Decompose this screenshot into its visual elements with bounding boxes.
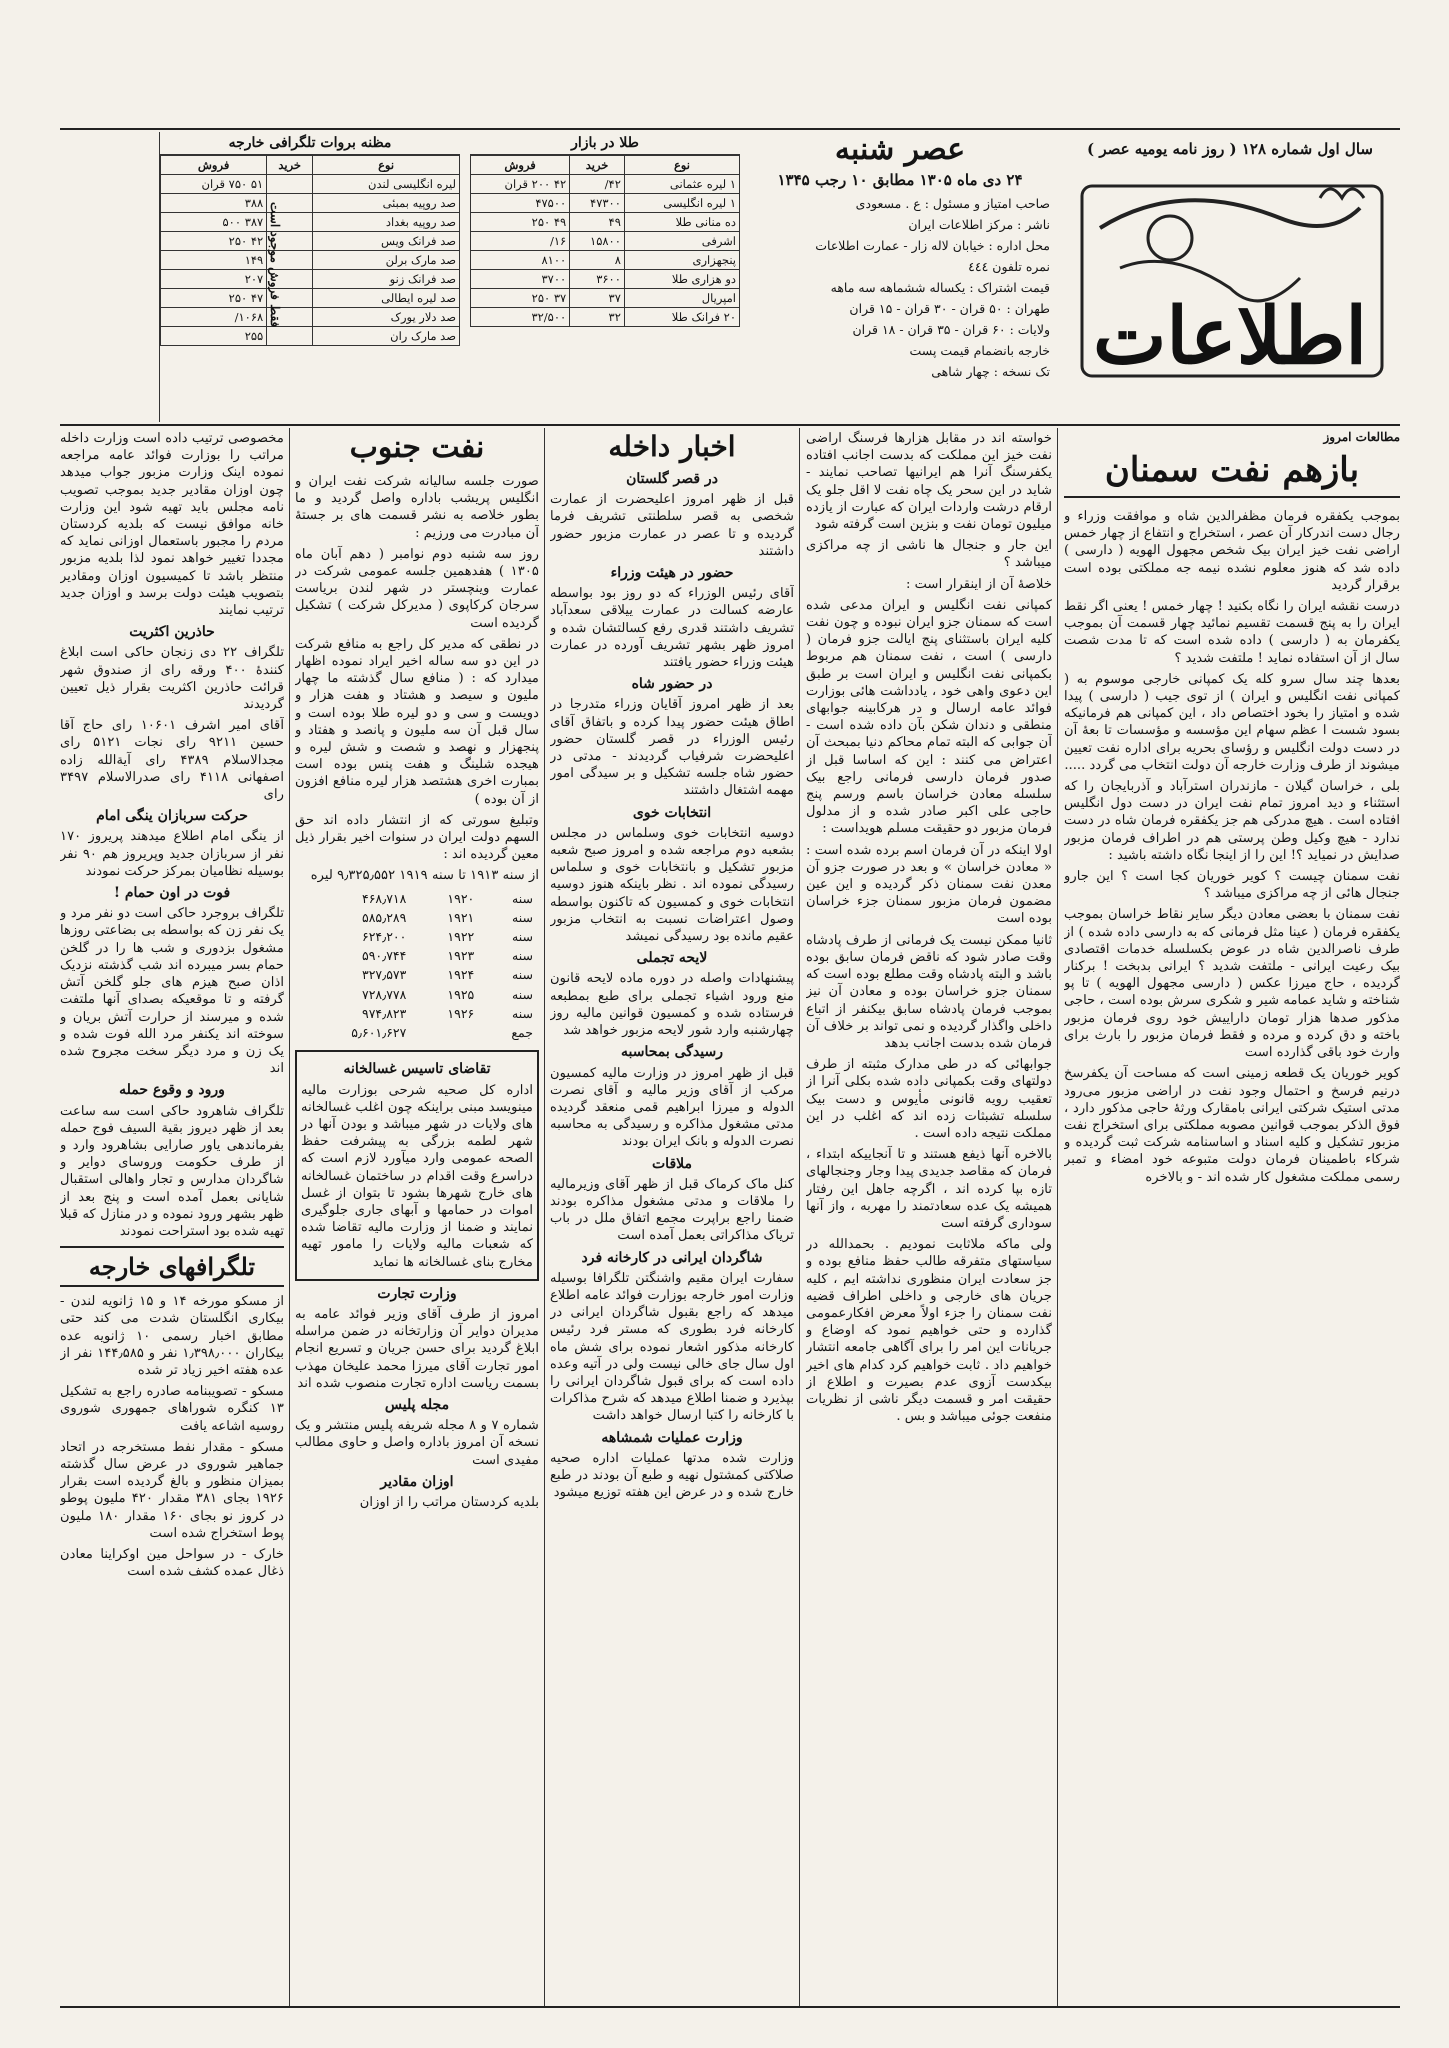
info-line: محل اداره : خیابان لاله زار - عمارت اطلاعات [815,238,1050,253]
article-headline: بازهم نفت سمنان [1064,450,1400,498]
table-cell: ۱۵۸۰۰ [570,232,625,251]
news-subheading: شاگردان ایرانی در کارخانه فرد [581,1249,763,1266]
year-row [295,985,539,1004]
logo-title: اطلاعات [1092,291,1368,382]
news-text: بعد از ظهر امروز آقایان وزراء متدرجا در اطاق هیئت حضور پیدا کرده و باتفاق آقای رئیس الوزراء در قصر گلستان حضور اعلیحضرت شرفیاب گردیدند - مدتی در حضور شاه جلسه تشکیل و بر سیدگی امور مهمه اشتغال داشتند [550,697,794,799]
year-cell: ۱۹۲۵ [447,986,475,1002]
fx-side-note: فقط فروش موجود است [268,202,282,328]
table-cell: ۱ لیره عثمانی [624,175,739,194]
paragraph: خلاصهٔ آن از اینقرار است : [905,576,1052,592]
year-cell: ۵٫۶۰۱٫۶۲۷ [351,1025,407,1041]
paragraph: در نطقی که مدیر کل راجع به منافع شرکت در این دو سه ساله اخیر ایراد نموده اظهار میدارد که : ( منافع سال گذشته ما چهار ملیون و سیصد و هشتاد و هفت هزار و دویست و سی و دو لیره طلا بوده است و سال قبل آن سه ملیون و پانصد و هفتاد و پنجهزار و نهصد و شصت و شش لیره و هیجده شلینگ و هفت پنس بوده است بمبارت اخری هشتصد هزار لیره منافع افزون از آن بوده ) [295,636,539,807]
table-cell: امپریال [624,289,739,308]
table-cell: ۳۷۰۰ [471,270,570,289]
column-southern-oil [295,430,539,2005]
column-rule [544,428,545,2008]
news-text: سفارت ایران مقیم واشنگتن تلگرافا بوسیله وزارت امور خارجه بوزارت فوائد عامه اطلاع میدهد که راجع بقبول شاگردان ایرانی در کارخانه فرد بطوری که مستر فرد رئیس کارخانه مذکور اشعار نموده برای شش ماه اول سال جای خالی نیست ولی در آتیه وعده داده است که برای قبول شاگردان ایرانی را بپذیرد و ضمنا اطلاع میدهد که شرح مذاکرات با کارخانه را کتبا ارسال خواهد داشت [550,1270,794,1424]
table-cell: ۴۲/ [570,175,625,194]
table-row [471,289,740,308]
year-cell: ۹۷۴٫۸۲۳ [362,1005,407,1021]
news-text: قبل از ظهر امروز اعلیحضرت از عمارت شخصی به قصر سلطنتی تشریف فرما گردیده و تا عصر در عمارت مزبور حضور داشتند [550,492,794,559]
section-headline: نفت جنوب [349,430,485,465]
oil-share-table [295,889,539,1043]
year-cell: ۵۹۰٫۷۴۴ [362,948,407,964]
table-cell: ۴۹ ۲۵۰ [471,213,570,232]
table-row [161,251,460,270]
column-rule [799,428,800,2008]
table-cell: ۲۵۵ [161,327,267,346]
paragraph: جوابهائی که در طی مدارک مثبته از طرف دولتهای وقت بکمپانی داده شده بکلی آنرا از تعقیب رویه قانونی مأیوس و دست بیک سلسله تشبثات زده اند که اغلب در این مملکت نتیجه داده است . [806,1057,1052,1141]
paragraph: روز سه شنبه دوم نوامبر ( دهم آبان ماه ۱۳۰۵ ) هفدهمین جلسه عمومی شرکت در عمارت وینچستر در شهر لندن بریاست سرجان کرکاپوی ( مدیرکل شرکت ) تشکیل گردیده است [295,546,539,631]
year-cell: سنه [512,1005,533,1021]
gold-table [470,155,740,327]
news-text: شماره ۷ و ۸ مجله شریفه پلیس منتشر و یک نسخه آن امروز باداره واصل و حاوی مطالب مفیدی است [295,1418,539,1468]
news-subheading: مجله پلیس [384,1396,450,1413]
paragraph: ثانیا ممکن نیست یک فرمانی از طرف پادشاه وقت صادر شود که ناقض فرمان سابق بوده باشد و البته پادشاه وقت مطلع بوده است که سمنان جزو خراسان بوده و معادن آن نیز بموجب فرمان پادشاه سابق بیکنفر از اتباع داخلی واگذار گردیده و نمی تواند بر خلاف آن فرمان شده بدست اجانب بدهد [806,932,1052,1051]
table-row [161,289,460,308]
gold-table-title: طلا در بازار [470,132,740,155]
news-text: از مسکو مورخه ۱۴ و ۱۵ ژانویه لندن - بیکاری انگلستان شدت می کند حتی مطابق اخبار رسمی ۱۰ ژانویه عده بیکاران ۱٫۳۹۸٫۰۰۰ نفر و ۱۴۴٫۵۸۵ نفر از عده هفته اخیر زیاد تر شده [60,1294,284,1378]
table-row [161,308,460,327]
year-row [295,965,539,984]
year-cell: سنه [512,986,533,1002]
table-cell: ۱۴۹ [161,251,267,270]
paragraph: این جار و جنجال ها ناشی از چه مراکزی میباشد ؟ [806,538,1052,571]
table-cell: ۳۲/۵۰۰ [471,308,570,327]
year-row [295,889,539,908]
table-cell: ده منانی طلا [624,213,739,232]
info-line: طهران : ۵۰ قران - ۳۰ قران - ۱۵ قران [849,301,1050,316]
table-row [471,308,740,327]
table-cell: ۳۷ ۲۵۰ [471,289,570,308]
table-cell: ۴۷ ۲۵۰ [161,289,267,308]
year-cell: سنه [512,929,533,945]
news-text: پیشنهادات واصله در دوره ماده لایحه قانون منع ورود اشیاء تجملی برای طبع بمطبعه فرستاده شده و کمسیون قوانین مالیه روز چهارشنبه وارد شور لایحه مزبور خواهد شد [550,971,794,1039]
issue-day: عصر شنبه [834,132,966,167]
news-text: تلگراف ۲۲ دی زنجان حاکی است ابلاغ کنندهٔ ۴۰۰ ورقه رای از صندوق شهر قرائت حاذرین اکثریت بقرار ذیل تعیین گردیدند [60,645,284,713]
news-subheading: ملاقات [652,1155,692,1172]
news-subheading: حضور در هیئت وزراء [610,565,734,582]
column-rule [1057,428,1058,2008]
year-cell: سنه [512,890,533,906]
table-row [161,232,460,251]
masthead-top-line: سال اول شماره ۱۲۸ ( روز نامه یومیه عصر ) [1087,140,1373,158]
article-body [806,430,1052,1425]
year-cell: ۵۸۵٫۲۸۹ [362,909,407,925]
news-text: کنل ماک کرماک قبل از ظهر آقای وزیرمالیه را ملاقات و مدتی مشغول مذاکره بودند ضمنا راجع براپرت مجمع اتفاق ملل در باب تریاک مذاکراتی بعمل آمده است [550,1176,794,1244]
year-cell: ۱۹۲۳ [447,948,475,964]
table-cell: ۱۶/ [471,232,570,251]
table-header-cell: خرید [267,156,313,175]
table-cell: لیره انگلیسی لندن [313,175,460,194]
table-header-cell: خرید [570,156,625,175]
table-cell: صد روپیه بمبئی [313,194,460,213]
paragraph: بموجب یکفقره فرمان مظفرالدین شاه و موافقت وزراء و رجال دست اندرکار آن عصر ، استخراج و انتفاع از چهار خمس اراضی نفت خیز ایران بیک شخص مجهول الهویه ( دارسی ) داده شد که هنوز معلوم نشده نیمه جه مملکتی بوده است برقرار گردید [1064,509,1400,593]
foreign-telegrams-header [60,1246,284,1287]
paragraph: بلی ، خراسان گیلان - مازندران استرآباد و آذربایجان را که استثناء و دید امروز تمام نفت ایران در دست دول انگلیس افتاده است . هیچ مدرکی هم جز یکفقره فرمان شاه در دست ندارد - هیچ وکیل وطن پرستی هم در اطراف فرمان مزبور صدایش در نمیاید ؟! این را از اینجا نگاه داشته باشید : [1064,779,1400,863]
info-line: نمره تلفون ٤٤٤ [968,259,1050,274]
year-cell [412,1023,480,1042]
news-text: آقای رئیس الوزراء که دو روز بود بواسطه عارضه کسالت در عمارت ییلاقی سعدآباد تشریف داشتند قدری رفع کسالتشان شده و امروز ظهر بشهر تشریف آورده در عمارت هیئت وزراء حضور یافتند [550,586,794,671]
fx-table [160,155,460,346]
table-cell: ۳۷ [570,289,625,308]
table-header-row [161,156,460,175]
fx-table-title: مظنه بروات تلگرافی خارجه [160,132,460,155]
news-subheading: حرکت سربازان ینگی امام [96,808,248,825]
table-cell: ۳۲ [570,308,625,327]
year-cell: ۱۹۲۲ [447,929,475,945]
table-cell [267,175,313,194]
table-row [161,194,460,213]
paragraph: اولا اینکه در آن فرمان اسم برده شده است : « معادن خراسان » و بعد در صورت جزو آن معدن نفت سمنان ذکر گردیده و این عین مضمون فرمان مزبور سمنان جزء خراسان بوده است [806,842,1052,927]
year-cell: ۷۲۸٫۷۷۸ [362,986,407,1002]
table-header-cell: نوع [624,156,739,175]
info-line: ناشر : مرکز اطلاعات ایران [908,217,1050,232]
news-subheading: در حضور شاه [631,676,713,693]
masthead-bottom-rule [60,424,1400,426]
table-cell: ۱ لیره انگلیسی [624,194,739,213]
table-row [471,175,740,194]
trumpet-icon [1100,200,1360,228]
news-text: تلگراف شاهرود حاکی است سه ساعت بعد از ظهر دیروز بقیة السیف فوج حمله بفرماندهی یاور صارایی بشاهرود وارد و از طرف حکومت وروسای دوایر و شاگردان مدارس و تجار واهالی استقبال شایانی بعمل آمده است و پنج بعد از ظهر بشهر ورود نموده و در منازل که قبلا تهیه شده بود استراحت نمودند [60,1103,284,1239]
kicker: مطالعات امروز [1323,430,1400,444]
table-cell: ۳۶۰۰ [570,270,625,289]
paragraph: خواسته اند در مقابل هزارها فرسنگ اراضی نفت خیز این مملکت که بدست اجانب افتاده یکفرسنگ آنرا هم ایرانیها تصاحب نمایند - شاید در این سحر یک چاه نفت لا اقل جلو یک ارقام درشت واردات ایران که عبارت از یازده میلیون تومان نفت و بنزین است گرفته شود [806,431,1052,533]
year-row [295,927,539,946]
issue-date: ۲۴ دی ماه ۱۳۰۵ مطابق ۱۰ رجب ۱۳۴۵ [777,171,1023,189]
column-rule [289,428,290,2008]
news-subheading: وزارت عملیات شمشاهه [601,1429,743,1446]
year-cell: ۶۲۴٫۲۰۰ [362,929,407,945]
table-cell: صد مارک برلن [313,251,460,270]
news-text: مسکو - مقدار نفط مستخرجه در اتحاد جماهیر شوروی در عرض سال گذشته بمیزان منظور و بالغ گردیده است بقرار ۱۹۲۶ بجای ۳۸۱ مقدار ۴۲۰ ملیون پوطو در کروز نو بجای ۱۶۰ مقدار ۱۸۰ ملیون پوط استخراج شده است [60,1439,284,1541]
box-title: تقاضای تاسیس غسالخانه [343,1061,491,1078]
table-row [161,175,460,194]
news-subheading: رسیدگی بمحاسبه [620,1044,724,1061]
news-subheading: انتخابات خوی [632,804,712,821]
year-cell: ۱۹۲۶ [447,1005,475,1021]
year-cell: ۳۲۷٫۵۷۳ [362,967,407,983]
news-text: بلدیه کردستان مراتب را از اوزان [359,1494,539,1510]
paragraph: نفت سمنان چیست ؟ کویر خوریان کجا است ؟ این جارو جنجال هائی از چه مراکزی میباشد ؟ [1064,869,1400,902]
news-text: قبل از ظهر امروز در وزارت مالیه کمسیون مرکب از آقای وزیر مالیه و آقای نصرت الدوله و میرزا ابراهیم قمی منعقد گردیده مدتی مشغول مذاکره و رسیدگی به محاسبه نصرت الدوله و بانک ایران بودند [550,1065,794,1150]
fx-rate-table [159,132,460,422]
news-text: آقای امیر اشرف ۱۰۶۰۱ رای حاج آقا حسین ۹۲۱۱ رای نجات ۵۱۲۱ رای مجدالاسلام ۴۳۸۹ رای آیةالله زاده اصفهانی ۴۱۱۸ رای صدرالاسلام ۳۴۹۷ رای [60,718,284,803]
year-cell: ۴۶۸٫۷۱۸ [362,890,407,906]
newspaper-page [60,128,1400,2008]
table-header-row [471,156,740,175]
news-text: وزارت شده مدتها عملیات اداره صحیه صلاکتی کمشتول نهیه و طبع آن بودند در طبع خارج شده و در عرض این هفته توزیع میشود [550,1450,794,1501]
table-cell: صد دلار یورک [313,308,460,327]
table-cell: صد روپیه بغداد [313,213,460,232]
table-cell: ۴۲ ۲۰۰ قران [471,175,570,194]
article-body [1064,508,1400,1186]
page-bottom-rule [60,2006,1400,2008]
table-row [471,194,740,213]
news-subheading: حاذرین اکثریت [129,624,215,641]
gold-price-table [470,132,740,422]
news-subheading: فوت در اون حمام ! [113,885,231,902]
table-row [471,232,740,251]
table-cell: ۴۷۳۰۰ [570,194,625,213]
table-cell: دو هزاری طلا [624,270,739,289]
table-cell: ۵۱ ۷۵۰ قران [161,175,267,194]
table-row [471,213,740,232]
column-naft-semnan-continued [806,430,1052,2005]
foreign-telegrams [60,1293,284,1580]
table-cell: اشرفی [624,232,739,251]
info-line: خارجه بانضمام قیمت پست [909,343,1050,358]
table-cell: صد مارک ران [313,327,460,346]
paragraph: بعدها چند سال سرو کله یک کمپانی خارجی موسوم به ( کمپانی نفت انگلیس و ایران ) از توی جیب ( دارسی ) پیدا شده و امتیاز را بخود اختصاص داد ، این کمپانی هم فرمانیکه بسود شست ا عظم سهام این مؤسسه و مؤسسات تا بعهٔ آن در دست دولت انگلیس و رؤسای بحریه برای اداره نفت تعیین میشوند از طرف وزارت خارجه آن دولت انتخاب می گردد ..... [1064,671,1400,773]
year-cell: ۱۹۲۰ [447,890,475,906]
info-line: تک نسخه : چهار شاهی [931,364,1050,379]
table-cell: صد لیره ایطالی [313,289,460,308]
table-cell: ۳۸۸ [161,194,267,213]
year-row [295,1004,539,1023]
washhouse-box [295,1050,539,1280]
table-header-cell: فروش [161,156,267,175]
year-row [295,946,539,965]
table-row [471,251,740,270]
year-cell: سنه [512,948,533,964]
news-subheading: اوزان مقادیر [380,1473,454,1490]
news-items [60,430,284,1240]
news-subheading: وزارت تجارت [377,1285,457,1302]
table-row [471,270,740,289]
table-header-cell: فروش [471,156,570,175]
table-cell: ۴۹ [570,213,625,232]
news-text: امروز از طرف آقای وزیر فوائد عامه به مدیران دوایر آن وزارتخانه در ضمن مراسله ابلاغ گردید برای حسن جریان و تسریع انجام امور تجارت آقای میرزا محمد علیخان مهذب بسمت ریاست اداره تجارت منصوب شده اند [295,1306,539,1391]
news-subheading: ورود و وقوع حمله [119,1082,225,1099]
info-line: ولایات : ۶۰ قران - ۳۵ قران - ۱۸ قران [852,322,1050,337]
paragraph: کمپانی نفت انگلیس و ایران مدعی شده است که سمنان جزو ایران نبوده و چون نفت کلیه ایران باستثنای پنج ایالت جزو فرمان ( دارسی ) است ، نفت سمنان هم مربوط بکمپانی نفت انگلیس و ایران است بر طبق این دعوی واهی خود ، یادداشت هائی بوزارت فوائد عامه ارسال و در هرکابینه جوابهای منطقی و دندان شکن بآن داده شده است - آن جوابی که البته تمام محاکم دنیا بمبحث آن اعتراض می کنند : این که اساسا قبل از صدور فرمان دارسی فرمانی راجع بیک سلسله معادن خراسان باسم ورسم پنج حاجی علی اکبر صادر شده و از مدلول فرمان مزبور دو حقیقت مسلم هویداست : [806,597,1052,837]
paragraph: بالاخره آنها ذیفع هستند و تا آنجاییکه ابتداء ، فرمان که مقاصد جدیدی پیدا وجار وجنجالهای تازه بپا کرده اند ، اگرچه جاهل این رفتار همیشه یک عده سعادتمند را مهربه ، واز آنها سوداری گرفته است [806,1147,1052,1231]
section-headline: اخبار داخله [608,430,736,463]
paragraph: نفت سمنان با بعضی معادن دیگر سایر نقاط خراسان بموجب یکفقره فرمان ( عینا مثل فرمانی که به دارسی داده شده ) از طرف ناصرالدین شاه در عوض بکسلسله خدمات اقتصادی بیک رعیت ایرانی - ملتفت شدید ؟ ایرانی بدبخت ! برکنار گردیده ، حاج میرزا عکس ( دارسی مجهول الهویه ) تا پو شناخته و شاید عمامه شیر و شکری سرش بوده است ، حاجی مذکور صدها هزار تومان داراییش خود روی فرمان مزبور باخته و دق کرده و مرده و فقط فرمان مزبور را بارث برای وارث خود باقی گذارده است [1064,907,1400,1061]
paragraph: درست نقشه ایران را نگاه بکنید ! چهار خمس ! یعنی اگر نقط ایران را به پنج قسمت تقسیم نمائید چهار قسمت آن بموجب یکفرمان به ( دارسی ) داده شده است که تا مدت شصت سال از آن استفاده نماید ! ملتفت شدید ؟ [1064,599,1400,666]
paragraph: وتبلیغ سورتی که از انتشار داده اند حق السهم دولت ایران در سنوات اخیر بقرار ذیل معین گردیده اند : [295,812,539,863]
paragraph: مخصوصی ترتیب داده است وزارت داخله مراتب را بوزارت فوائد عامه مراجعه نموده اینک وزارت مزبور جواب میدهد چون اوزان مقادیر جدید بموجب تصویب نامه مجلس باید تهیه شود این وزارت خانه موافق نیست که بلدیه کردستان مردم را مجبور باستعمال اوزانی نماید که مجددا تغییر خواهد نمود لذا بلدیه مزبور منتظر باشد تا کمیسیون اوزان ومقادیر بتصویب هیئت دولت برسد و اوزان جدید ترتیب نمایند [60,431,284,619]
column-naft-semnan [1064,430,1400,2005]
publication-info [750,132,1050,412]
year-cell: ۱۹۲۴ [447,967,475,983]
news-subheading: لایحه تجملی [636,950,708,967]
table-row [161,327,460,346]
year-cell: ۱۹۲۱ [447,909,475,925]
news-subheading: در قصر گلستان [626,471,718,487]
news-text: خارک - در سواحل مین اوکراینا معادن ذغال عمده کشف شده است [60,1546,284,1580]
angel-head-icon [1148,216,1192,260]
masthead-top-rule [60,128,1400,130]
column-domestic-news [550,430,794,2005]
box-title: تلگرافهای خارجه [88,1252,256,1282]
table-cell [267,327,313,346]
table-cell: ۸ [570,251,625,270]
table-cell: ۳۸۷ ۵۰۰ [161,213,267,232]
info-line: صاحب امتیاز و مسئول : ع . مسعودی [855,196,1050,211]
herald-logo [1060,158,1400,408]
info-line: قیمت اشتراک : یکساله ششماهه سه ماهه [830,280,1050,295]
year-row [295,908,539,927]
news-items [550,471,794,1501]
box-text: اداره کل صحیه شرحی بوزارت مالیه مینویسد مبنی براینکه چون اغلب غسالخانه های ولایات در شهر میباشد و بودن آنها در شهر لطمه بزرگی به پیشرفت حفظ الصحه عمومی وارد میآورد لازم است که دراسرع وقت اقدام در ساختمان غسالخانه های خارج شهرها بشود تا بتوان از غسل اموات در حمامها و آبهای جاری جلوگیری نمایند و ضمنا از وزارت مالیه تقاضا شده که شعبات مالیه ولایات را مامور تهیه مخارج بنای غسالخانه ها نماید [301,1082,533,1270]
paragraph: کویر خوریان یک قطعه زمینی است که مساحت آن یکفرسخ درنیم فرسخ و احتمال وجود نفت در اراضی مزبور می‌رود مدتی استیک شرکتی ایرانی بامقارک ورثهٔ حاجی مذکور دارد ، فوق الذکر بموجب قوانین مصوبه مملکتی برای استخراج نفت مزبور تشکیل و کلیه اسناد و اساسنامه شرکت ثبت گردیده و شرکاء باطمینان فرمان دولت متبوعه خود امضاء و تمبر رسمی مملکت مشغول کار شده اند - و بالاخره [1064,1066,1400,1185]
paragraph: از سنه ۱۹۱۳ تا سنه ۱۹۱۹ ۹٫۳۲۵٫۵۵۲ لیره [310,868,539,884]
table-cell: پنجهزاری [624,251,739,270]
year-cell: سنه [512,909,533,925]
table-cell: ۴۷۵۰۰ [471,194,570,213]
table-row [161,270,460,289]
table-cell: ۸۱۰۰ [471,251,570,270]
table-cell: صد فرانک زنو [313,270,460,289]
year-row [295,1023,539,1042]
table-row [161,213,460,232]
paragraph: ولی ماکه ملاثابت نمودیم . بحمدالله در سیاستهای متفرقه طالب حفظ منافع بوده و جز سعادت ایران منظوری نداشته ایم ، کلیه جریان های خارجی و داخلی اطراف قضیه نفت سمنان را جزء اولاً معرض افکارعمومی گذارده و حتی خواهیم نمود که اوضاع و جریانات این امر را برای آگاهی جامعه انتشار خواهیم داد . ثابت خواهیم کرد کدام های اخیر بیکدست آزوی عدم بصیرت و اطلاع از حقیقت امر و قسمت دیگر ناشی از نظریات منفعت جوئی میباشد و بس . [806,1237,1052,1425]
table-cell: صد فرانک ویس [313,232,460,251]
table-cell: ۴۲ ۲۵۰ [161,232,267,251]
news-text: تلگراف بروجرد حاکی است دو نفر مرد و یک نفر زن که بواسطه بی بضاعتی روزها مشغول بزدوری و شب ها را در گلخن حمام بسر میبرده اند شب گذشته نزدیک اذان صبح هیزم های جلو گلخن آتش گرفته و تا موقعیکه بصدای آنها ملتفت شده و میرسند از حرارت آتش بریان و سوخته اند یکنفر مرد الله فوت شده و یک زن و مرد دیگر سخت مجروح شده اند [60,906,284,1077]
table-header-cell: نوع [313,156,460,175]
flowers-icon [1320,189,1364,198]
table-cell: ۲۰۷ [161,270,267,289]
logo-block [1060,132,1400,422]
year-cell: جمع [511,1025,533,1041]
info-lines [750,193,1050,382]
table-cell: ۱۰۶۸/ [161,308,267,327]
news-text: از ینگی امام اطلاع میدهند پریروز ۱۷۰ نفر از سربازان جدید وپریروز هم ۹۰ نفر بوسیله نظامیان بمرکز حرکت نمودند [60,829,284,879]
news-text: مسکو - تصویبنامه صادره راجع به تشکیل ۱۳ کنگره شوراهای جمهوری شوروی روسیه اشاعه یافت [60,1384,284,1434]
intro-text: صورت جلسه سالیانه شرکت نفت ایران و انگلیس پریشب باداره واصل گردید و ما بطور خلاصه به نشر قسمت های بر جستهٔ آن مبادرت می ورزیم : [295,474,539,541]
column-provincial-foreign [60,430,284,2005]
news-text: دوسیه انتخابات خوی وسلماس در مجلس بشعبه دوم مراجعه شده و امروز صبح شعبه مزبور تشکیل و بانتخابات خوی و سلماس رسیدگی نموده اند . نظر باینکه هنوز دوسیه انتخابات خوی و کمسیون که تاکنون بواسطه وصول اعتراضات نسبت به انتخاب مزبور عقیم مانده بود رسیدگی نمیشد [550,825,794,945]
table-cell: ۲۰ فرانک طلا [624,308,739,327]
year-cell: سنه [512,967,533,983]
